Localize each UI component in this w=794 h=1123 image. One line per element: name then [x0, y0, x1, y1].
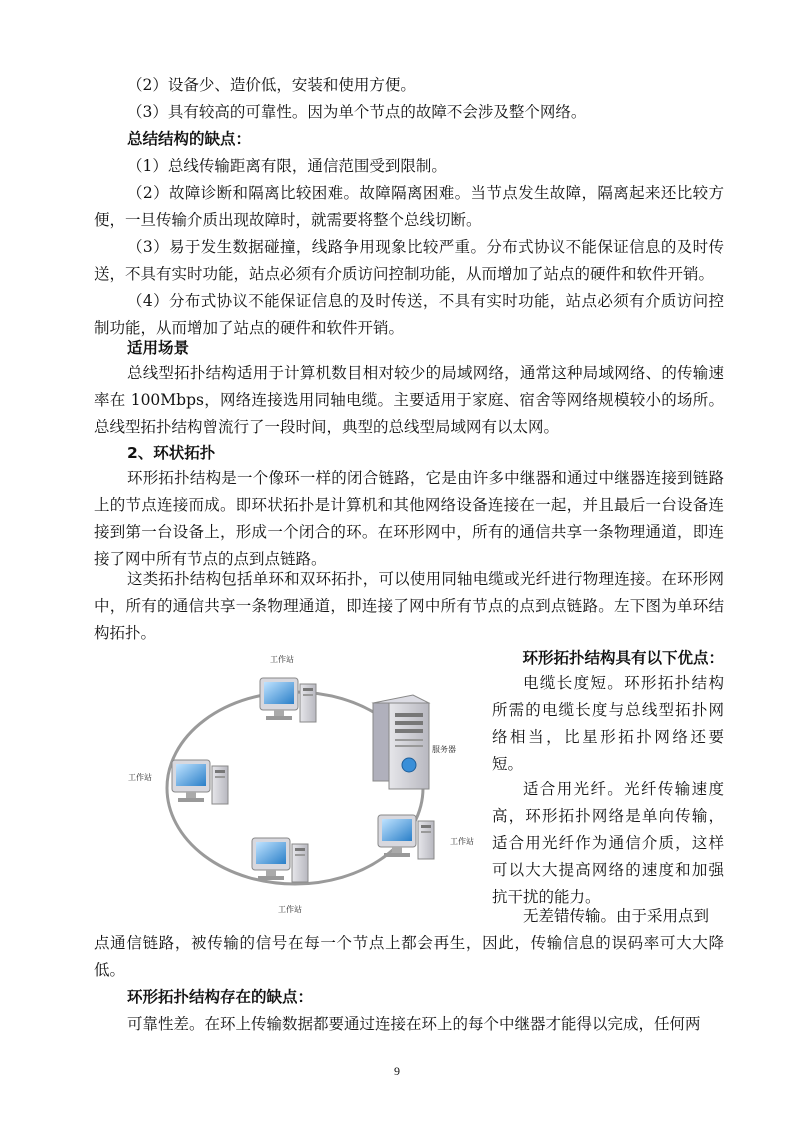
paragraph: （4）分布式协议不能保证信息的及时传送，不具有实时功能，站点必须有介质访问控制功能，从而增加了站点的硬件和软件开销。	[94, 292, 724, 337]
page-number: 9	[394, 1064, 400, 1078]
paragraph: （3）易于发生数据碰撞，线路争用现象比较严重。分布式协议不能保证信息的及时传送，不具有实时功能，站点必须有介质访问控制功能，从而增加了站点的硬件和软件开销。	[94, 238, 724, 283]
paragraph: （2）故障诊断和隔离比较困难。故障隔离困难。当节点发生故障，隔离起来还比较方便，一旦传输介质出现故障时，就需要将整个总线切断。	[94, 184, 724, 229]
label-server: 服务器	[432, 745, 456, 754]
section-heading: 2、环状拓扑	[127, 444, 216, 462]
section-heading: 环形拓扑结构存在的缺点：	[127, 988, 314, 1006]
workstation-right-icon	[378, 815, 434, 859]
paragraph: 这类拓扑结构包括单环和双环拓扑，可以使用同轴电缆或光纤进行物理连接。在环形网中，所有的通信共享一条物理通道，即连接了网中所有节点的点到点链路。左下图为单环结构拓扑。	[94, 570, 724, 642]
workstation-top-icon	[260, 678, 316, 722]
ring-topology-diagram	[120, 650, 490, 915]
paragraph: 点通信链路，被传输的信号在每一个节点上都会再生，因此，传输信息的误码率可大大降低。	[94, 934, 724, 979]
section-heading: 适用场景	[127, 339, 190, 357]
paragraph: 电缆长度短。环形拓扑结构所需的电缆长度与总线型拓扑网络相当，比星形拓扑网络还要短。	[492, 674, 724, 773]
section-heading: 环形拓扑结构具有以下优点：	[522, 649, 724, 667]
label-top-workstation: 工作站	[270, 655, 294, 664]
paragraph: （1）总线传输距离有限，通信范围受到限制。	[127, 157, 447, 175]
label-right-workstation: 工作站	[450, 837, 474, 846]
label-left-workstation: 工作站	[128, 773, 152, 782]
workstation-left-icon	[172, 760, 228, 804]
label-bottom-workstation: 工作站	[278, 905, 302, 914]
paragraph: （3）具有较高的可靠性。因为单个节点的故障不会涉及整个网络。	[127, 103, 587, 121]
paragraph: 可靠性差。在环上传输数据都要通过连接在环上的每个中继器才能得以完成，任何两	[127, 1015, 701, 1033]
paragraph: 适合用光纤。光纤传输速度高，环形拓扑网络是单向传输，适合用光纤作为通信介质，这样可以大大提高网络的速度和加强抗干扰的能力。	[492, 780, 724, 906]
paragraph: 无差错传输。由于采用点到	[523, 907, 710, 925]
section-heading: 总结结构的缺点：	[127, 130, 252, 148]
paragraph: 环形拓扑结构是一个像环一样的闭合链路，它是由许多中继器和通过中继器连接到链路上的节点连接而成。即环状拓扑是计算机和其他网络设备连接在一起，并且最后一台设备连接到第一台设备上，形成一个闭合的环。在环形网中，所有的通信共享一条物理通道，即连接了网中所有节点的点到点链路。	[94, 469, 724, 568]
paragraph: （2）设备少、造价低，安装和使用方便。	[127, 76, 416, 94]
server-icon	[373, 695, 429, 789]
paragraph: 总线型拓扑结构适用于计算机数目相对较少的局域网络，通常这种局域网络、的传输速率在 100Mbps，网络连接选用同轴电缆。主要适用于家庭、宿舍等网络规模较小的场所。总线型拓扑结构曾流行了一段时间，典型的总线型局域网有以太网。	[94, 364, 724, 436]
workstation-bottom-icon	[252, 838, 308, 882]
